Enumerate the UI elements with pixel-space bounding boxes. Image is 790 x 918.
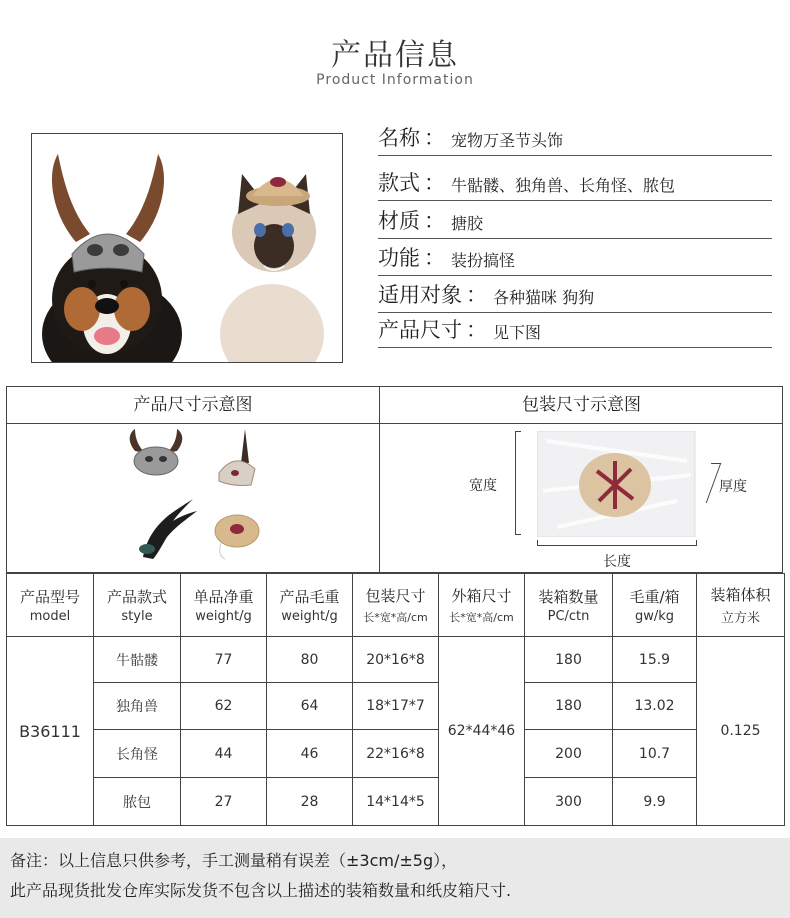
info-key: 款式 (378, 171, 420, 195)
net-weight-cell: 77 (181, 637, 267, 683)
net-weight-cell: 27 (181, 778, 267, 826)
thickness-label: 厚度 (719, 479, 747, 495)
qty-cell: 180 (525, 683, 613, 730)
remark-line-2: 此产品现货批发仓库实际发货不包含以上描述的装箱数量和纸皮箱尺寸. (10, 881, 512, 900)
qty-cell: 200 (525, 730, 613, 778)
volume-cell: 0.125 (697, 637, 785, 826)
gw-cell: 15.9 (613, 637, 697, 683)
info-value: 搪胶 (451, 214, 484, 233)
qty-cell: 300 (525, 778, 613, 826)
unicorn-skull-item (219, 429, 255, 486)
skull-helmet (52, 154, 164, 272)
pack-size-cell: 20*16*8 (353, 637, 439, 683)
info-key: 适用对象 (378, 283, 462, 307)
qty-cell: 180 (525, 637, 613, 683)
pack-size-cell: 14*14*5 (353, 778, 439, 826)
info-row-function: 功能 ： 装扮搞怪 (378, 246, 772, 276)
header-cell: 产品型号 model (7, 574, 94, 637)
product-photo (31, 133, 343, 363)
remark-line-1: 备注：以上信息只供参考，手工测量稍有误差（±3cm/±5g）， (10, 851, 458, 870)
product-items-illustration (117, 429, 267, 569)
info-row-name: 名称 ： 宠物万圣节头饰 (378, 126, 772, 156)
header-cell: 单品净重 weight/g (181, 574, 267, 637)
info-value: 宠物万圣节头饰 (451, 131, 564, 150)
remark-box (0, 838, 790, 918)
style-cell: 长角怪 (94, 730, 181, 778)
header-cell: 产品毛重 weight/g (267, 574, 353, 637)
gw-cell: 10.7 (613, 730, 697, 778)
gw-cell: 13.02 (613, 683, 697, 730)
info-row-target: 适用对象 ： 各种猫咪 狗狗 (378, 283, 772, 313)
table-header-row (7, 574, 785, 637)
header-cell: 装箱体积 立方米 (697, 574, 785, 637)
header-cell: 外箱尺寸 长*宽*高/cm (439, 574, 525, 637)
pack-size-cell: 18*17*7 (353, 683, 439, 730)
info-row-material: 材质 ： 搪胶 (378, 209, 772, 239)
carton-size-cell: 62*44*46 (439, 637, 525, 826)
info-key: 产品尺寸 (378, 318, 462, 342)
width-bracket (515, 431, 521, 535)
length-label: 长度 (603, 554, 631, 570)
info-value: 牛骷髅、独角兽、长角怪、脓包 (451, 176, 676, 195)
model-cell: B36111 (7, 637, 94, 826)
table-row (7, 637, 785, 683)
info-value: 装扮搞怪 (451, 251, 516, 270)
skull-horn-item (130, 429, 183, 475)
net-weight-cell: 62 (181, 683, 267, 730)
info-value: 见下图 (493, 323, 542, 342)
header-cell: 装箱数量 PC/ctn (525, 574, 613, 637)
width-label: 宽度 (469, 478, 497, 494)
gross-weight-cell: 46 (267, 730, 353, 778)
info-row-size: 产品尺寸 ： 见下图 (378, 318, 772, 348)
info-key: 材质 (378, 209, 420, 233)
info-key: 名称 (378, 126, 420, 150)
style-cell: 独角兽 (94, 683, 181, 730)
gross-weight-cell: 64 (267, 683, 353, 730)
size-diagram-box (6, 386, 783, 573)
info-value: 各种猫咪 狗狗 (493, 288, 595, 307)
product-size-diagram-title: 产品尺寸示意图 (133, 395, 253, 415)
package-size-diagram-title: 包装尺寸示意图 (522, 395, 641, 415)
gw-cell: 9.9 (613, 778, 697, 826)
spec-table (6, 573, 785, 826)
header-cell: 包装尺寸 长*宽*高/cm (353, 574, 439, 637)
table-row (7, 730, 785, 778)
table-row (7, 683, 785, 730)
info-row-style: 款式 ： 牛骷髅、独角兽、长角怪、脓包 (378, 171, 772, 201)
page-title: 产品信息 (331, 38, 459, 73)
pack-size-cell: 22*16*8 (353, 730, 439, 778)
pus-hat-item (215, 515, 259, 559)
gross-weight-cell: 28 (267, 778, 353, 826)
gross-weight-cell: 80 (267, 637, 353, 683)
header-cell: 毛重/箱 gw/kg (613, 574, 697, 637)
info-key: 功能 (378, 246, 420, 270)
pets-illustration (32, 134, 343, 363)
table-row (7, 778, 785, 826)
net-weight-cell: 44 (181, 730, 267, 778)
style-cell: 脓包 (94, 778, 181, 826)
thickness-bracket (697, 463, 722, 503)
long-horn-item (139, 499, 197, 559)
style-cell: 牛骷髅 (94, 637, 181, 683)
header-cell: 产品款式 style (94, 574, 181, 637)
package-illustration (537, 431, 697, 537)
length-bracket (537, 540, 697, 546)
page-subtitle: Product Information (316, 72, 474, 88)
